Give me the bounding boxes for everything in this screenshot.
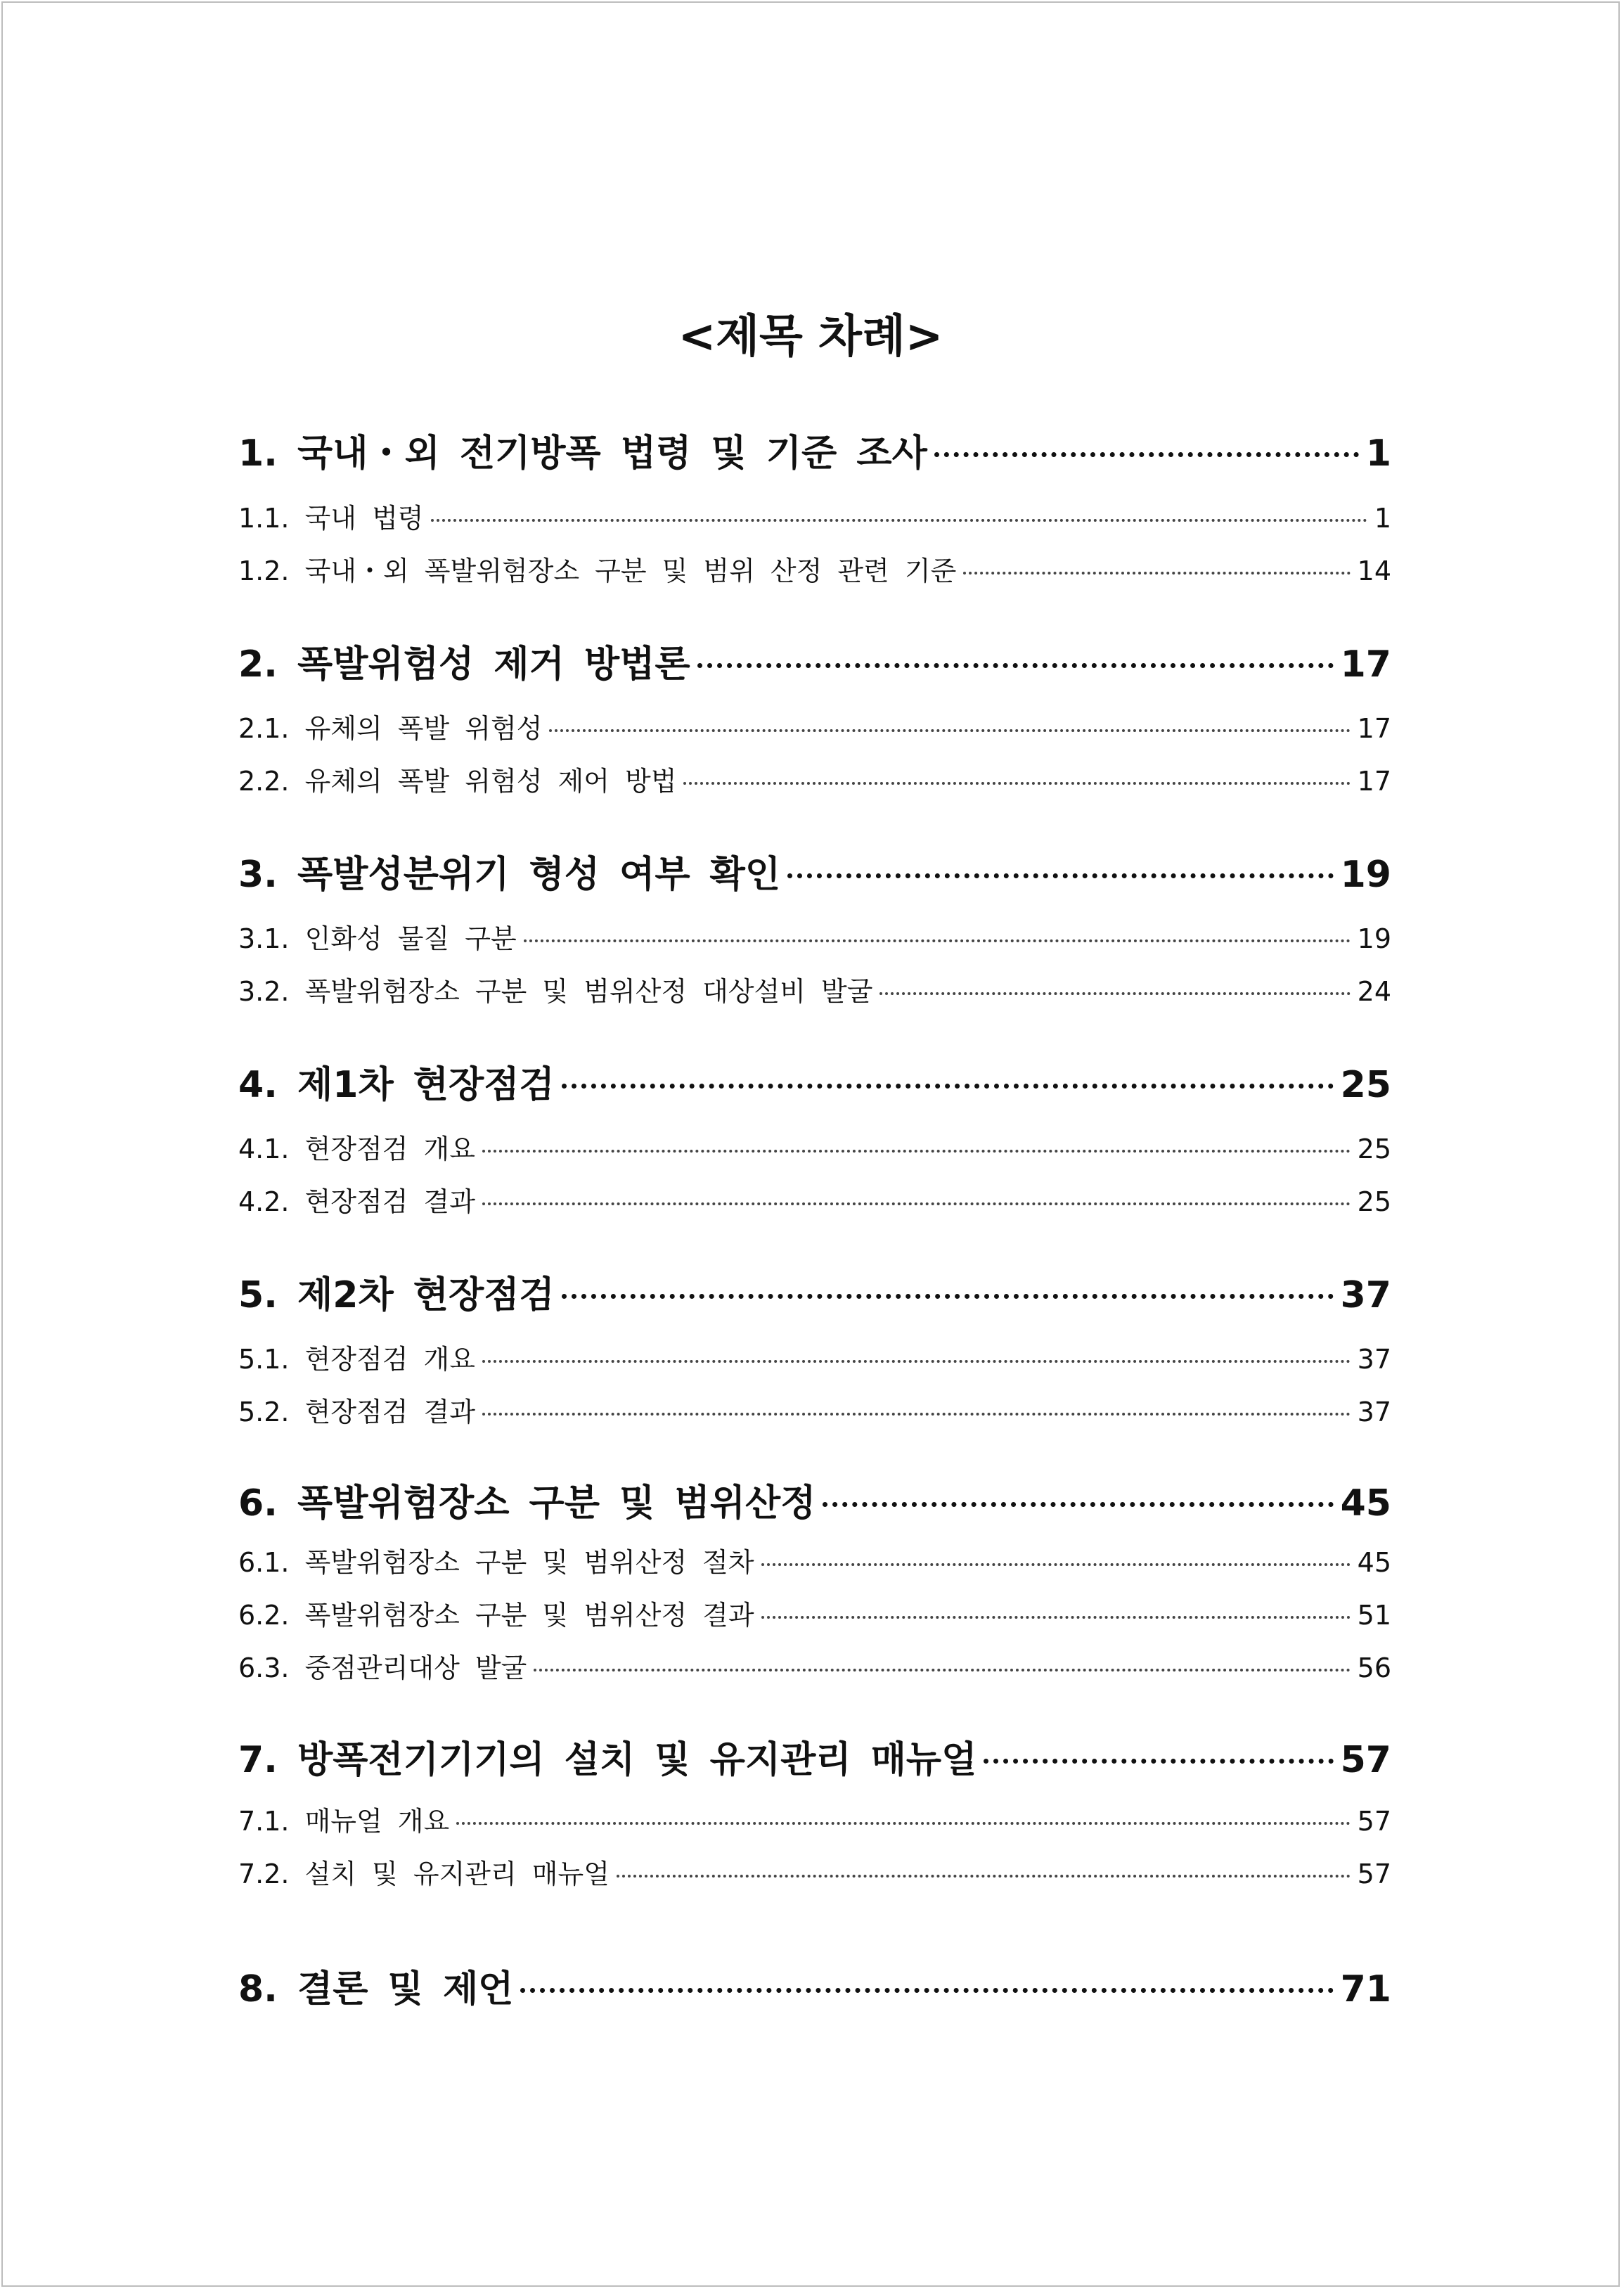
toc-section-label: 3. 폭발성분위기 형성 여부 확인 [238, 854, 781, 896]
dot-leader [534, 1669, 1350, 1671]
toc-page-number: 45 [1357, 1547, 1391, 1578]
table-of-contents [238, 3, 1391, 2285]
toc-subsection-label: 7.1. 매뉴얼 개요 [238, 1806, 450, 1837]
toc-page-number: 57 [1357, 1806, 1391, 1837]
toc-section-7[interactable] [238, 1730, 1391, 1783]
dot-leader [823, 1502, 1333, 1507]
toc-section-label: 5. 제2차 현장점검 [238, 1274, 555, 1316]
dot-leader [934, 452, 1359, 457]
toc-subsection-4-1[interactable] [238, 1127, 1391, 1166]
toc-section-2[interactable] [238, 634, 1391, 687]
toc-page-number: 45 [1340, 1482, 1391, 1525]
dot-leader [524, 939, 1351, 942]
toc-section-1[interactable] [238, 423, 1391, 476]
toc-subsection-3-2[interactable] [238, 970, 1391, 1008]
toc-page-number: 25 [1340, 1064, 1391, 1106]
toc-page-number: 14 [1357, 556, 1391, 586]
dot-leader [617, 1875, 1351, 1878]
toc-section-label: 2. 폭발위험성 제거 방법론 [238, 643, 690, 686]
toc-subsection-label: 6.3. 중점관리대상 발굴 [238, 1653, 527, 1683]
toc-subsection-7-1[interactable] [238, 1799, 1391, 1838]
toc-subsection-5-2[interactable] [238, 1390, 1391, 1429]
dot-leader [482, 1360, 1351, 1363]
toc-subsection-6-2[interactable] [238, 1593, 1391, 1632]
toc-page-number: 56 [1357, 1653, 1391, 1683]
dot-leader [879, 992, 1350, 995]
toc-page-number: 1 [1374, 503, 1391, 534]
toc-subsection-label: 4.1. 현장점검 개요 [238, 1134, 475, 1164]
toc-subsection-1-1[interactable] [238, 496, 1391, 535]
toc-section-5[interactable] [238, 1265, 1391, 1318]
toc-section-4[interactable] [238, 1055, 1391, 1108]
toc-subsection-label: 3.1. 인화성 물질 구분 [238, 923, 517, 954]
toc-subsection-label: 2.2. 유체의 폭발 위험성 제어 방법 [238, 766, 677, 797]
dot-leader [761, 1563, 1351, 1566]
toc-page-number: 57 [1340, 1739, 1391, 1781]
toc-subsection-label: 1.1. 국내 법령 [238, 503, 424, 534]
toc-page-number: 71 [1340, 1968, 1391, 2010]
dot-leader [482, 1413, 1351, 1416]
toc-page-number: 19 [1357, 923, 1391, 954]
dot-leader [549, 729, 1350, 732]
toc-subsection-label: 6.1. 폭발위험장소 구분 및 범위산정 절차 [238, 1547, 754, 1578]
toc-subsection-label: 2.1. 유체의 폭발 위험성 [238, 713, 543, 744]
toc-page-number: 17 [1357, 713, 1391, 744]
toc-page-number: 17 [1357, 766, 1391, 797]
toc-subsection-label: 1.2. 국내・외 폭발위험장소 구분 및 범위 산정 관련 기준 [238, 556, 957, 586]
toc-page-number: 19 [1340, 854, 1391, 896]
toc-page-number: 57 [1357, 1859, 1391, 1889]
dot-leader [984, 1759, 1333, 1764]
toc-subsection-1-2[interactable] [238, 549, 1391, 588]
toc-page-number: 1 [1365, 432, 1391, 475]
toc-section-label: 6. 폭발위험장소 구분 및 범위산정 [238, 1482, 816, 1525]
dot-leader [787, 873, 1333, 878]
dot-leader [963, 572, 1350, 575]
toc-page-number: 25 [1357, 1134, 1391, 1164]
toc-subsection-6-3[interactable] [238, 1646, 1391, 1685]
toc-page-number: 37 [1340, 1274, 1391, 1316]
toc-subsection-3-1[interactable] [238, 917, 1391, 956]
dot-leader [482, 1202, 1351, 1205]
dot-leader [562, 1084, 1334, 1089]
dot-leader [697, 663, 1334, 668]
toc-subsection-label: 5.1. 현장점검 개요 [238, 1344, 475, 1375]
document-page [1, 1, 1620, 2287]
toc-section-6[interactable] [238, 1473, 1391, 1526]
toc-subsection-2-2[interactable] [238, 759, 1391, 798]
dot-leader [683, 782, 1350, 785]
toc-section-label: 4. 제1차 현장점검 [238, 1064, 555, 1106]
toc-subsection-label: 6.2. 폭발위험장소 구분 및 범위산정 결과 [238, 1600, 754, 1631]
toc-subsection-label: 3.2. 폭발위험장소 구분 및 범위산정 대상설비 발굴 [238, 976, 873, 1007]
dot-leader [520, 1988, 1333, 1993]
toc-subsection-4-2[interactable] [238, 1180, 1391, 1219]
toc-page-number: 17 [1340, 643, 1391, 686]
toc-subsection-label: 4.2. 현장점검 결과 [238, 1186, 475, 1217]
toc-section-label: 7. 방폭전기기기의 설치 및 유지관리 매뉴얼 [238, 1739, 977, 1781]
toc-section-8[interactable] [238, 1959, 1391, 2012]
dot-leader [562, 1294, 1334, 1299]
toc-section-label: 1. 국내・외 전기방폭 법령 및 기준 조사 [238, 432, 927, 475]
toc-section-label: 8. 결론 및 제언 [238, 1968, 514, 2010]
dot-leader [482, 1150, 1351, 1153]
page-title: <제목 차례> [678, 311, 943, 363]
dot-leader [431, 519, 1367, 522]
dot-leader [761, 1616, 1351, 1619]
toc-page-number: 25 [1357, 1186, 1391, 1217]
toc-subsection-label: 7.2. 설치 및 유지관리 매뉴얼 [238, 1859, 610, 1889]
dot-leader [456, 1822, 1350, 1825]
toc-page-number: 37 [1357, 1397, 1391, 1427]
toc-page-number: 51 [1357, 1600, 1391, 1631]
toc-section-3[interactable] [238, 845, 1391, 897]
toc-subsection-6-1[interactable] [238, 1541, 1391, 1579]
toc-subsection-2-1[interactable] [238, 707, 1391, 745]
toc-page-number: 24 [1357, 976, 1391, 1007]
toc-subsection-5-1[interactable] [238, 1337, 1391, 1376]
toc-subsection-label: 5.2. 현장점검 결과 [238, 1397, 475, 1427]
toc-subsection-7-2[interactable] [238, 1852, 1391, 1891]
toc-page-number: 37 [1357, 1344, 1391, 1375]
